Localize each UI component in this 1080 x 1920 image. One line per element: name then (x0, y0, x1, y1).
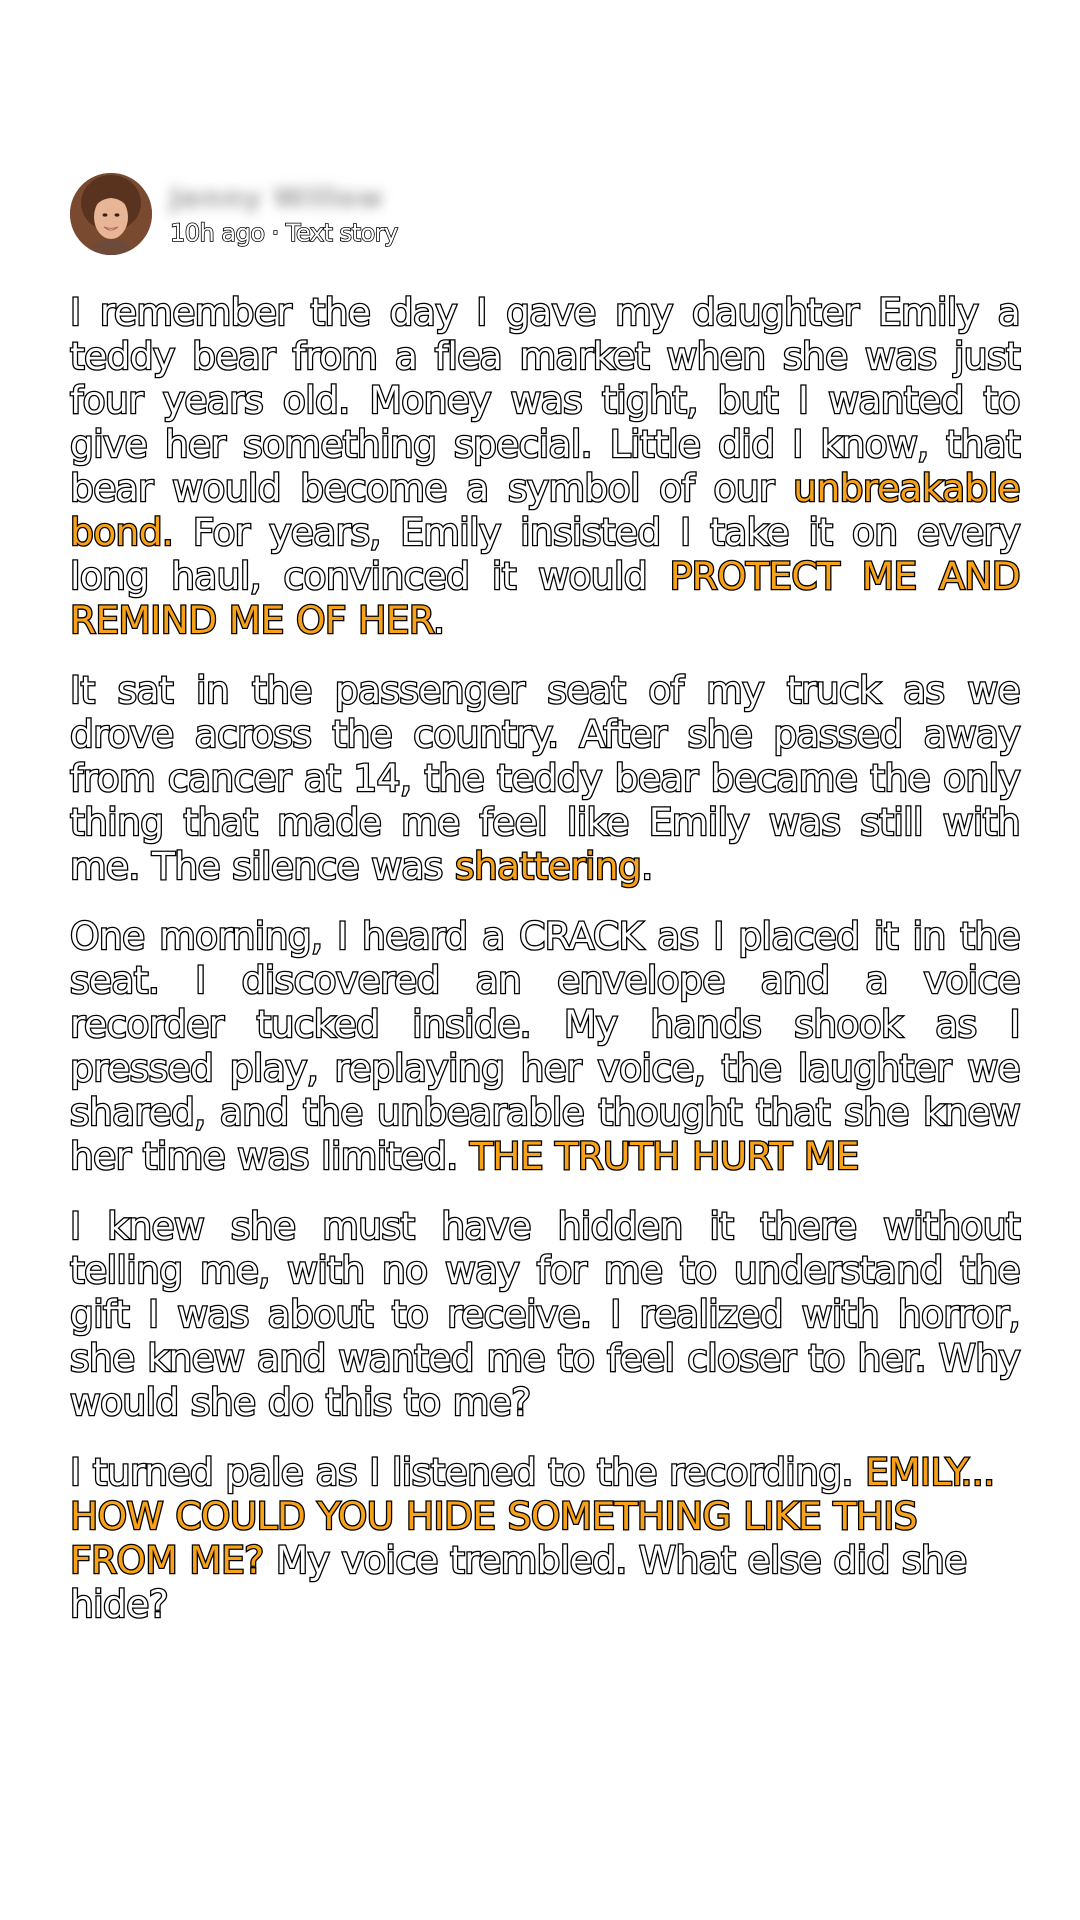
story-text (70, 290, 1020, 1626)
post-meta (170, 180, 398, 248)
story-paragraph-3 (70, 914, 1020, 1178)
story-paragraph-5 (70, 1450, 1020, 1626)
text-segment: . (641, 844, 653, 888)
highlighted-text: THE TRUTH HURT ME (469, 1134, 859, 1178)
story-post (70, 172, 1020, 1652)
text-segment: My voice trembled. What else did she hide? (70, 1538, 967, 1626)
text-segment: . (433, 598, 445, 642)
post-timestamp: 10h ago · Text story (170, 219, 398, 247)
avatar-image (70, 173, 152, 255)
author-name[interactable]: Jenny Willow (170, 181, 385, 214)
highlighted-text: EMILY... HOW COULD YOU HIDE SOMETHING LIKE THIS FROM ME? (70, 1450, 995, 1582)
text-segment: For years, Emily insisted I take it on every long haul, convinced it would (70, 510, 1020, 598)
highlighted-text: shattering (455, 844, 642, 888)
story-paragraph-2 (70, 668, 1020, 888)
highlighted-text: PROTECT ME AND REMIND ME OF HER (70, 554, 1021, 642)
text-segment: One morning, I heard a CRACK as I placed it in the seat. I discovered an envelope and a voice recorder tucked inside. My hands shook as I pressed play, replaying her voice, the laughter we shared, and the unbearable thought that she knew her time was limited. (70, 914, 1020, 1178)
text-segment: It sat in the passenger seat of my truck as we drove across the country. After she passed away from cancer at 14, the teddy bear became the only thing that made me feel like Emily was still with me. The silence was (70, 668, 1020, 888)
story-paragraph-1 (70, 290, 1020, 642)
story-paragraph-4 (70, 1204, 1020, 1424)
text-segment: I knew she must have hidden it there without telling me, with no way for me to understand the gift I was about to receive. I realized with horror, she knew and wanted me to feel closer to her. Why would she do this to me? (70, 1204, 1020, 1424)
highlighted-text: unbreakable bond. (70, 466, 1020, 554)
post-header (70, 172, 1020, 256)
text-segment: I turned pale as I listened to the recording. (70, 1450, 866, 1494)
profile-photo-icon[interactable] (70, 173, 152, 255)
text-segment: I remember the day I gave my daughter Emily a teddy bear from a flea market when she was just four years old. Money was tight, but I wanted to give her something special. Little did I know, that bear would become a symbol of our (70, 290, 1020, 510)
